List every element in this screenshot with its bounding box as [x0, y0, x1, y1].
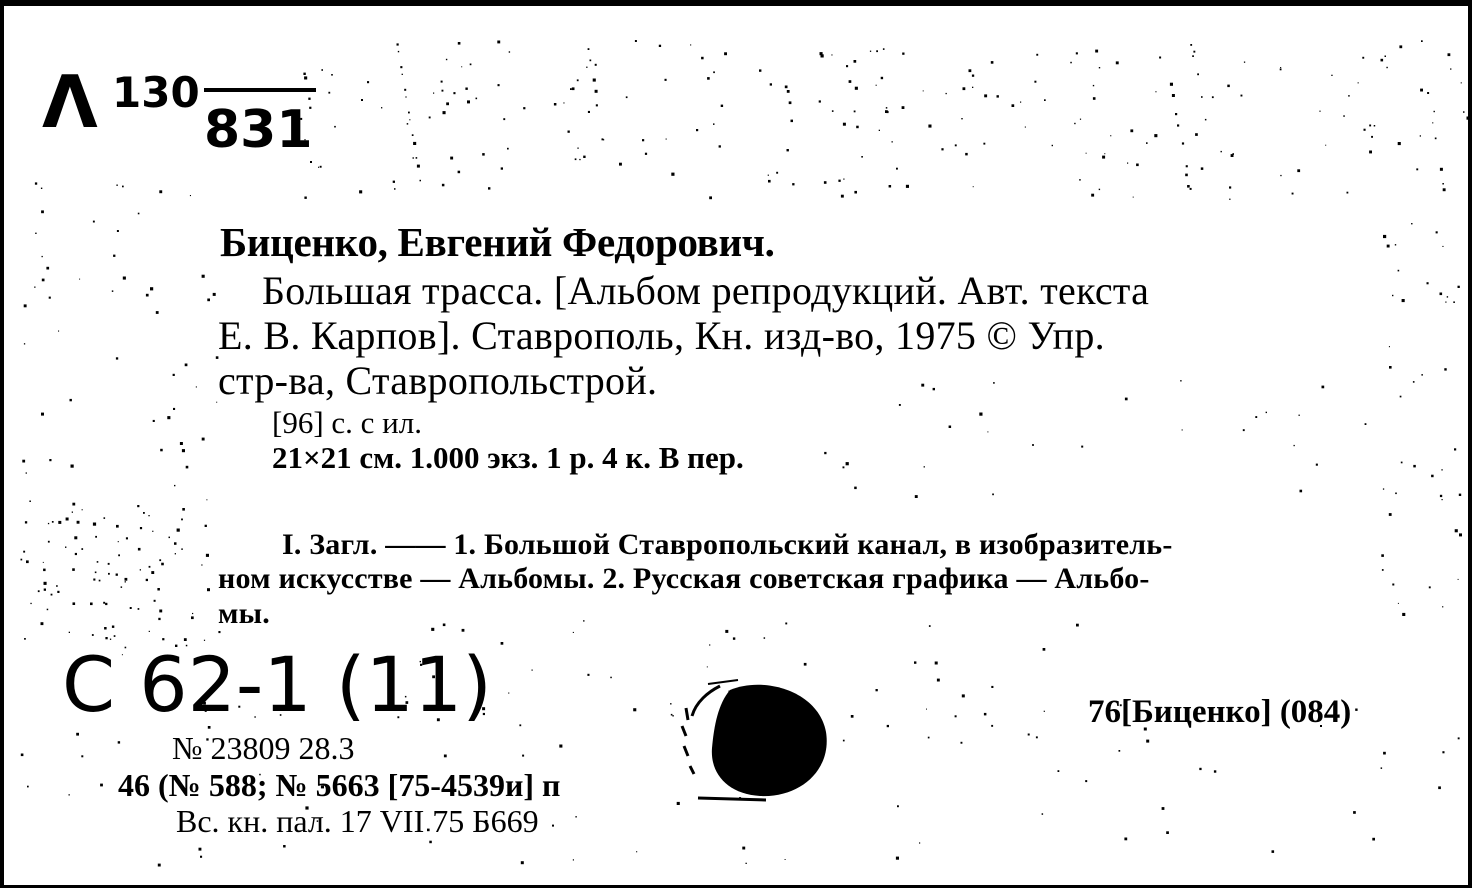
call-number-fraction-line: [204, 88, 316, 92]
card-border-left: [0, 0, 4, 888]
imprint-record-number: № 23809 28.3: [172, 730, 355, 766]
call-number-letter: Λ: [42, 60, 98, 144]
collation-size-price: 21×21 см. 1.000 экз. 1 р. 4 к. В пер.: [272, 440, 744, 475]
author-heading: Биценко, Евгений Федорович.: [220, 219, 775, 265]
subject-heading-line: ном искусстве — Альбомы. 2. Русская советская графика — Альбо-: [218, 562, 1150, 595]
card-border-top: [0, 0, 1472, 6]
title-line: Большая трасса. [Альбом репродукций. Авт. текста: [262, 268, 1150, 313]
card-border-right: [1468, 0, 1472, 888]
collation-pages: [96] с. с ил.: [272, 405, 422, 440]
call-number-bottom: 831: [204, 100, 313, 160]
subject-heading-line: мы.: [218, 597, 270, 630]
title-line: стр-ва, Ставропольстрой.: [218, 358, 658, 403]
imprint-order-numbers: 46 (№ 588; № 5663 [75-4539и] п: [118, 767, 561, 803]
imprint-chamber-line: Вс. кн. пал. 17 VII 75 Б669: [176, 803, 539, 839]
subject-heading-line: I. Загл. —— 1. Большой Ставропольский канал, в изобразитель-: [282, 528, 1173, 561]
shelf-mark-handwritten: С 62-1 (11): [62, 640, 492, 729]
classification-number: 76[Биценко] (084): [1088, 694, 1352, 730]
punch-hole-icon: [668, 670, 838, 810]
title-line: Е. В. Карпов]. Ставрополь, Кн. изд-во, 1975 © Упр.: [218, 313, 1105, 358]
call-number-top: 130: [112, 68, 200, 117]
